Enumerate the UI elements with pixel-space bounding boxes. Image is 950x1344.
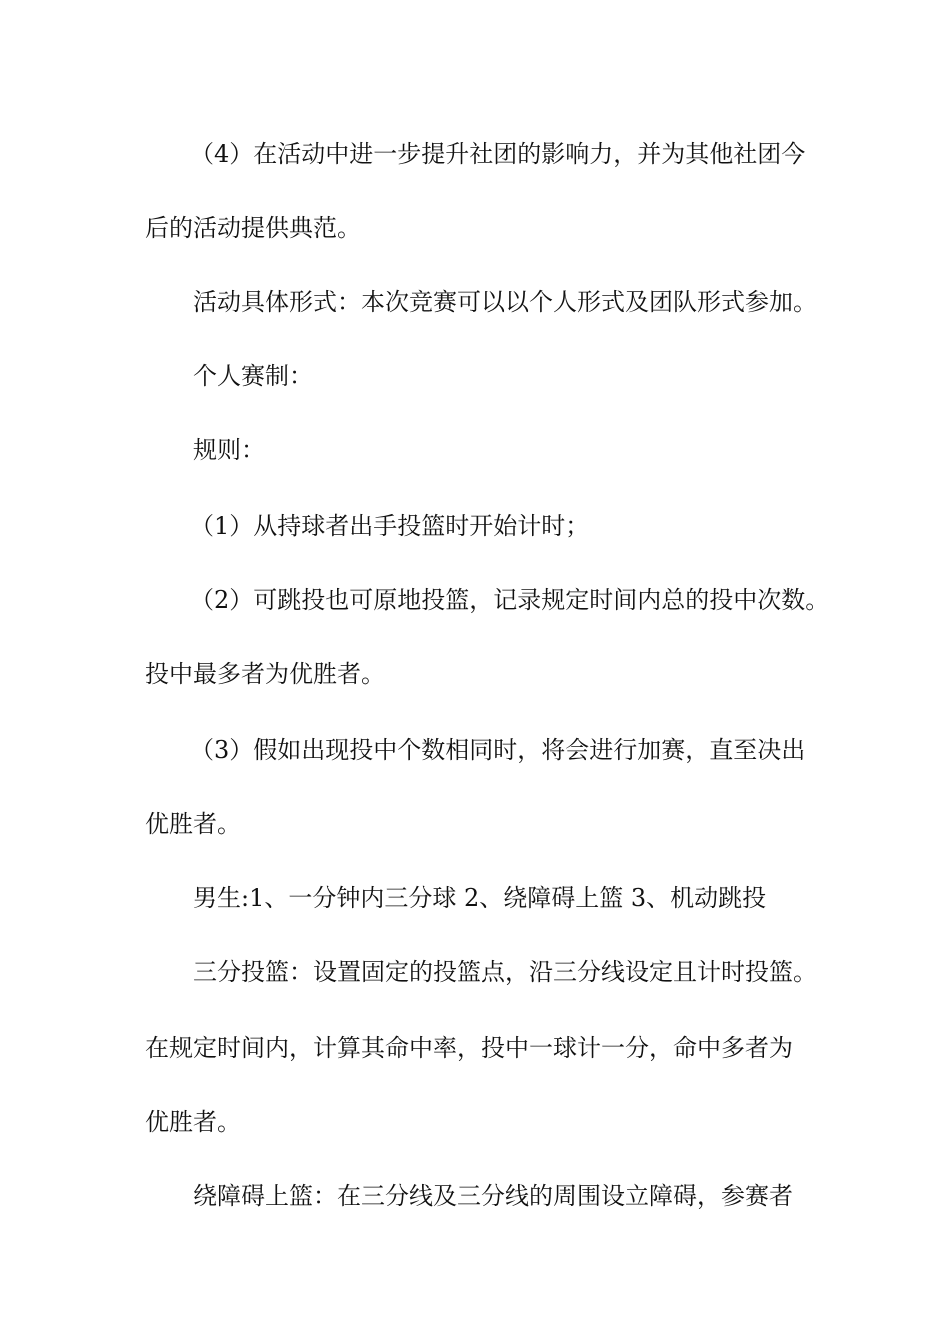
- paragraph-line: 男生:1、一分钟内三分球 2、绕障碍上篮 3、机动跳投: [193, 884, 767, 912]
- paragraph-line: 优胜者。: [145, 1108, 241, 1136]
- rule-item: （2）可跳投也可原地投篮，记录规定时间内总的投中次数。: [190, 586, 830, 614]
- paragraph-line: 在规定时间内，计算其命中率，投中一球计一分，命中多者为: [145, 1034, 793, 1062]
- rule-item: （1）从持球者出手投篮时开始计时；: [190, 512, 590, 540]
- section-heading: 个人赛制：: [193, 362, 313, 390]
- paragraph-line: 后的活动提供典范。: [145, 214, 361, 242]
- rule-item: （3）假如出现投中个数相同时，将会进行加赛，直至决出: [190, 736, 806, 764]
- paragraph-line: 优胜者。: [145, 810, 241, 838]
- section-heading: 规则：: [193, 436, 265, 464]
- paragraph-line: （4）在活动中进一步提升社团的影响力，并为其他社团今: [190, 140, 806, 168]
- paragraph-line: 投中最多者为优胜者。: [145, 660, 385, 688]
- paragraph-line: 活动具体形式：本次竞赛可以以个人形式及团队形式参加。: [193, 288, 817, 316]
- paragraph-line: 三分投篮：设置固定的投篮点，沿三分线设定且计时投篮。: [193, 958, 817, 986]
- paragraph-line: 绕障碍上篮：在三分线及三分线的周围设立障碍，参赛者: [193, 1182, 793, 1210]
